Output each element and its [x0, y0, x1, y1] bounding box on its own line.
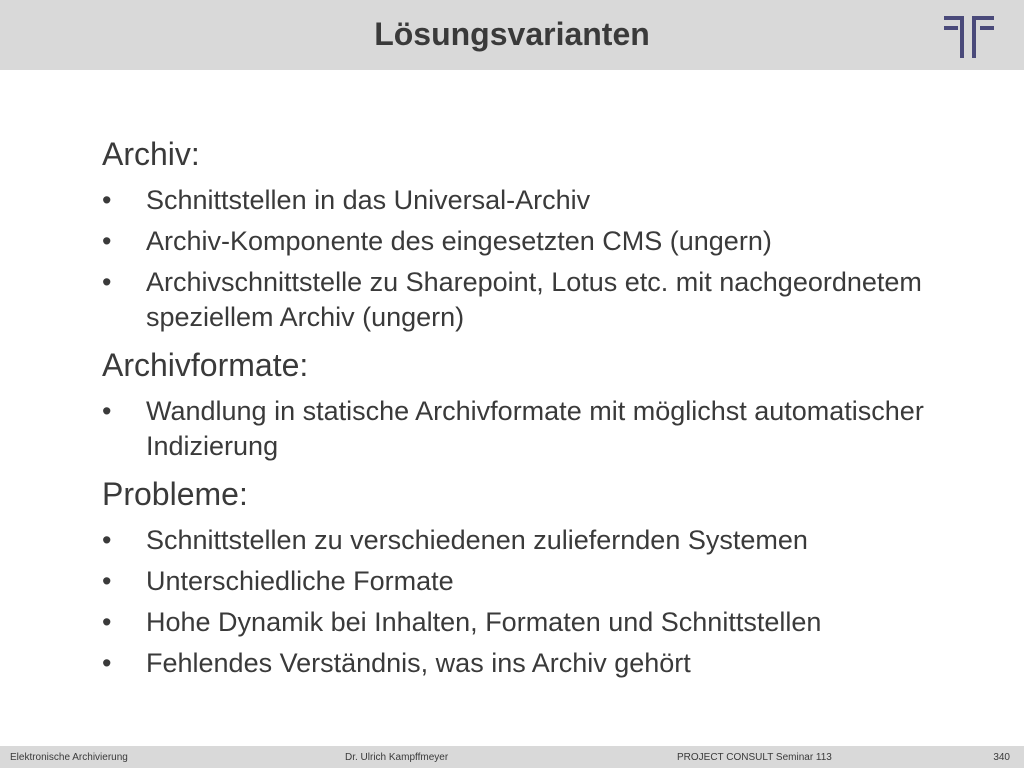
- bullet-item: • Archivschnittstelle zu Sharepoint, Lotus etc. mit nachgeordnetem speziellem Archiv (ungern): [102, 265, 962, 335]
- section-heading-archivformate: Archivformate:: [102, 347, 309, 383]
- bullet-item: • Hohe Dynamik bei Inhalten, Formaten und Schnittstellen: [102, 605, 962, 640]
- slide-footer: [0, 746, 1024, 768]
- bullet-item: • Wandlung in statische Archivformate mit möglichst automatischer Indizierung: [102, 394, 962, 464]
- bullet-item: • Schnittstellen in das Universal-Archiv: [102, 183, 962, 218]
- bullet-list-archiv: [102, 183, 962, 335]
- section-heading-probleme: Probleme:: [102, 476, 248, 512]
- footer-page-number: 340: [993, 752, 1010, 763]
- footer-course-title: Elektronische Archivierung: [10, 752, 128, 763]
- slide-title: Lösungsvarianten: [374, 16, 650, 52]
- bullet-item: • Unterschiedliche Formate: [102, 564, 962, 599]
- bullet-list-archivformate: [102, 394, 962, 464]
- project-consult-logo-icon: [944, 14, 994, 58]
- section-heading-archiv: Archiv:: [102, 136, 200, 172]
- bullet-item: • Archiv-Komponente des eingesetzten CMS (ungern): [102, 224, 962, 259]
- footer-author: Dr. Ulrich Kampffmeyer: [345, 752, 449, 763]
- bullet-item: • Fehlendes Verständnis, was ins Archiv gehört: [102, 646, 962, 681]
- bullet-list-probleme: [102, 523, 962, 681]
- slide-header: [0, 0, 1024, 70]
- footer-seminar: PROJECT CONSULT Seminar 113: [677, 752, 832, 763]
- slide-content: [102, 130, 962, 687]
- bullet-item: • Schnittstellen zu verschiedenen zuliefernden Systemen: [102, 523, 962, 558]
